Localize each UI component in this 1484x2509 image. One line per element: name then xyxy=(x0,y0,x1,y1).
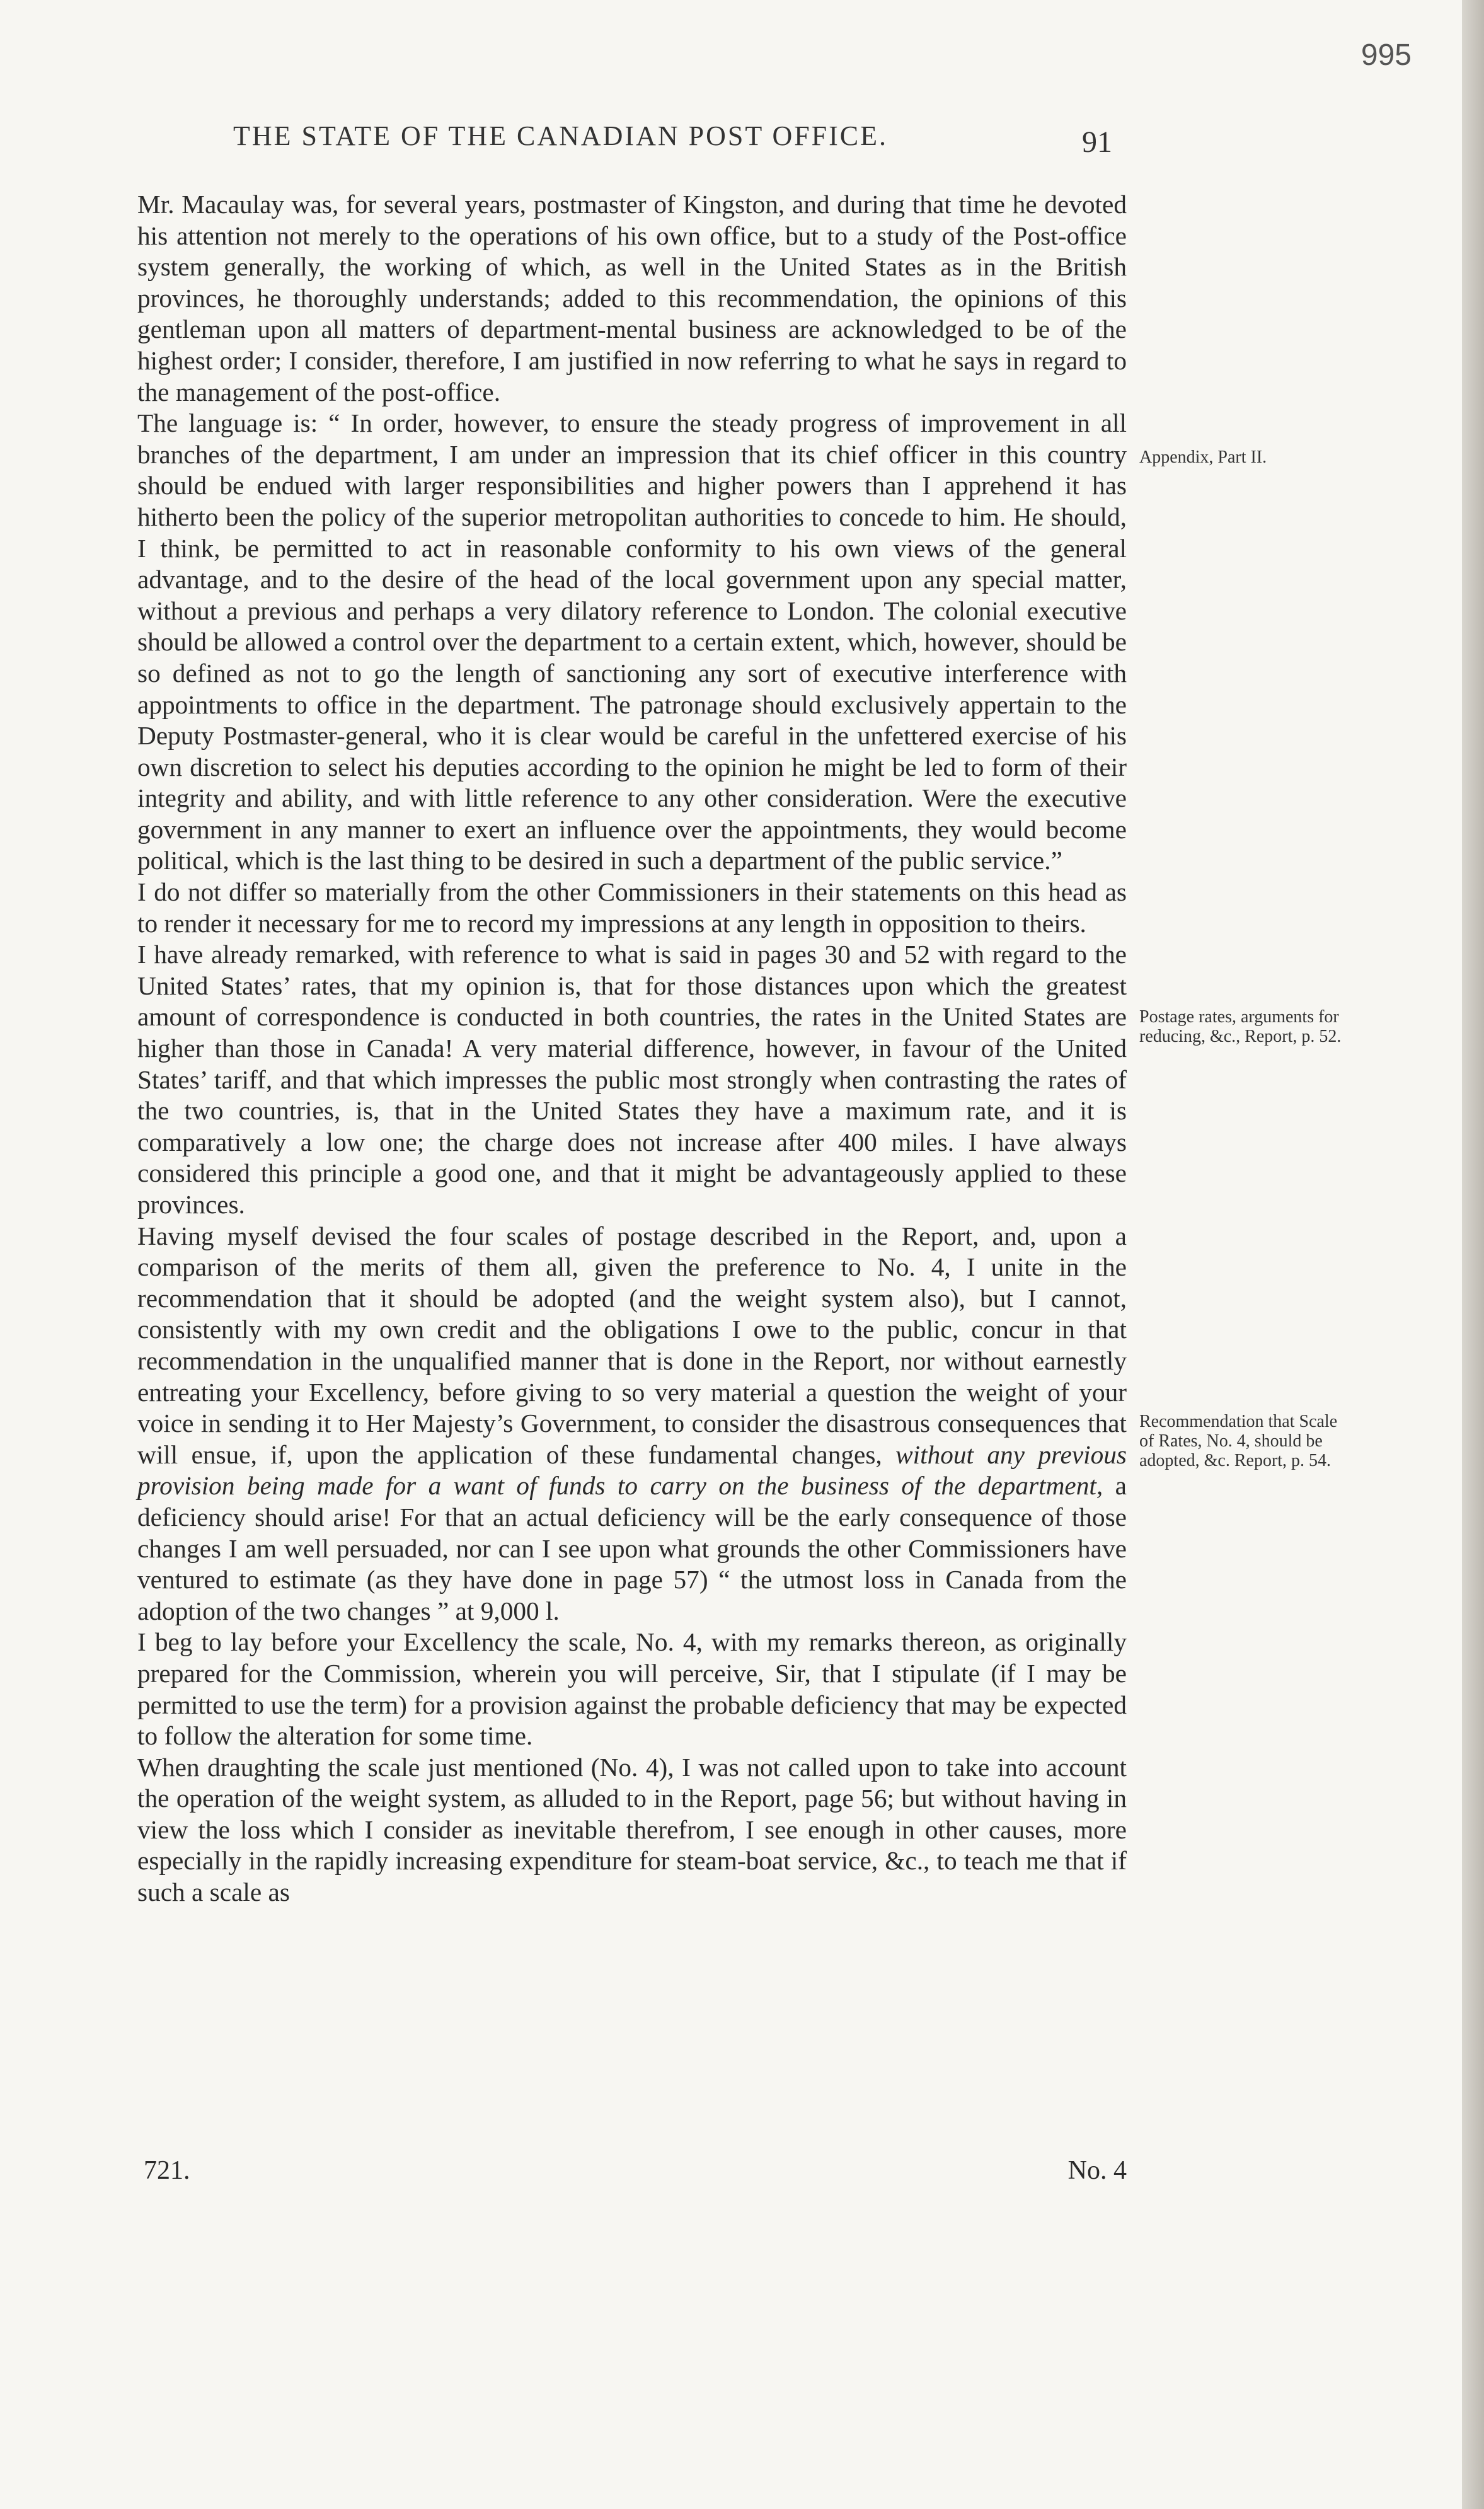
margin-note: Recommendation that Scale of Rates, No. 4, should be adopted, &c. Report, p. 54. xyxy=(1139,1412,1338,1470)
page-footer xyxy=(137,2155,1127,2186)
page-stamp-number: 995 xyxy=(1360,38,1412,72)
body-text xyxy=(137,189,1127,1908)
page-number: 91 xyxy=(1082,125,1112,159)
catchword: No. 4 xyxy=(1067,2156,1127,2185)
signature-mark: 721. xyxy=(144,2156,190,2185)
margin-note: Appendix, Part II. xyxy=(1139,447,1267,467)
paragraph: The language is: “ In order, however, to ensure the steady progress of improvement in all branches of the department, I am under an impression that its chief officer in this country should be endued with larger responsibilities and higher powers than I apprehend it has hitherto been the policy of the superior metropolitan authorities to concede to him. He should, I think, be permitted to act in reasonable conformity to his own views of the general advantage, and to the desire of the head of the local government upon any special matter, without a previous and perhaps a very dilatory reference to London. The colonial executive should be allowed a control over the department to a certain extent, which, however, should be so defined as not to go the length of sanctioning any sort of executive interference with appointments to office in the department. The patronage should exclusively appertain to the Deputy Postmaster-general, who it is clear would be careful in the unfettered exercise of his own discretion to select his deputies according to the opinion he might be led to form of their integrity and ability, and with little reference to any other consideration. Were the executive government in any manner to exert an influence over the appointments, they would become political, which is the last thing to be desired in such a department of the public service.” xyxy=(137,408,1127,875)
page-edge xyxy=(1462,0,1484,2509)
paragraph-text: a deficiency should arise! For that an actual deficiency will be the early consequence of those changes I am well persuaded, nor can I see upon what grounds the other Commissioners have ventured to estimate (as they have done in page 57) “ the utmost loss in Canada from the adoption of the two changes ” at 9,000 l. xyxy=(137,1471,1127,1625)
margin-note: Postage rates, arguments for reducing, &c., Report, p. 52. xyxy=(1139,1007,1342,1046)
paragraph: I do not differ so materially from the other Commissioners in their statements on this head as to render it necessary for me to record my impressions at any length in opposition to theirs. xyxy=(137,877,1127,938)
paragraph: I beg to lay before your Excellency the scale, No. 4, with my remarks thereon, as originally prepared for the Commission, wherein you will perceive, Sir, that I stipulate (if I may be permitted to use the term) for a provision against the probable deficiency that may be expected to follow the alteration for some time. xyxy=(137,1627,1127,1751)
running-head: THE STATE OF THE CANADIAN POST OFFICE. xyxy=(233,120,889,151)
paragraph: When draughting the scale just mentioned (No. 4), I was not called upon to take into account the operation of the weight system, as alluded to in the Report, page 56; but without having in view the loss which I consider as inevitable therefrom, I see enough in other causes, more especially in the rapidly increasing expenditure for steam-boat service, &c., to teach me that if such a scale as xyxy=(137,1752,1127,1907)
paragraph-italic-text: without any previous provision being made for a want of funds to carry on the business of the department, xyxy=(137,1439,1127,1501)
paragraph: I have already remarked, with reference to what is said in pages 30 and 52 with regard to the United States’ rates, that my opinion is, that for those distances upon which the greatest amount of correspondence is conducted in both countries, the rates in the United States are higher than those in Canada! A very material difference, however, in favour of the United States’ tariff, and that which impresses the public most strongly when contrasting the rates of the two countries, is, that in the United States they have a maximum rate, and it is comparatively a low one; the charge does not increase after 400 miles. I have always considered this principle a good one, and that it might be advantageously applied to these provinces. xyxy=(137,940,1127,1219)
paragraph: Mr. Macaulay was, for several years, postmaster of Kingston, and during that time he devoted his attention not merely to the operations of his own office, but to a study of the Post-office system generally, the working of which, as well in the United States as in the British provinces, he thoroughly understands; added to this recommendation, the opinions of this gentleman upon all matters of department-mental business are acknowledged to be of the highest order; I consider, therefore, I am justified in now referring to what he says in regard to the management of the post-office. xyxy=(137,190,1127,407)
paragraph xyxy=(137,1221,1127,1627)
paragraph-text: Having myself devised the four scales of postage described in the Report, and, upon a comparison of the merits of them all, given the preference to No. 4, I unite in the recommendation that it should be adopted (and the weight system also), but I cannot, consistently with my own credit and the obligations I owe to the public, concur in that recommendation in the unqualified manner that is done in the Report, nor without earnestly entreating your Excellency, before giving to so very material a question the weight of your voice in sending it to Her Majesty’s Government, to consider the disastrous consequences that will ensue, if, upon the application of these fundamental changes, xyxy=(137,1221,1127,1469)
